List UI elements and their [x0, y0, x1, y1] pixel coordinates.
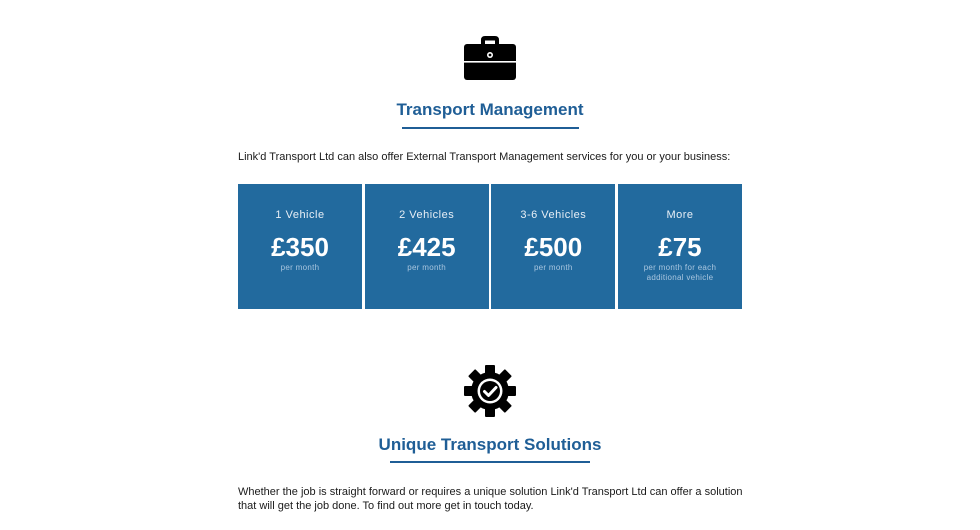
solutions-body-text: Whether the job is straight forward or requires a unique solution Link'd Transport Ltd can offer a solution that will get the job done. To find out more get in touch today.	[238, 486, 743, 512]
pricing-cards	[238, 184, 742, 309]
plan-price: £350	[271, 232, 329, 262]
price-card-2-vehicles[interactable]	[365, 184, 489, 309]
plan-note: per month	[280, 263, 320, 272]
plan-name: 2 Vehicles	[399, 209, 455, 221]
title-underline	[402, 127, 579, 129]
section-title-unique-solutions: Unique Transport Solutions	[378, 435, 602, 454]
section-title-transport-management: Transport Management	[396, 100, 584, 119]
price-card-1-vehicle[interactable]	[238, 184, 362, 309]
plan-name: 3-6 Vehicles	[520, 209, 587, 221]
price-card-more[interactable]	[618, 184, 742, 309]
plan-note: per month	[533, 263, 573, 272]
title-underline	[390, 461, 590, 463]
plan-note: per month	[407, 263, 447, 272]
plan-name: More	[666, 209, 694, 221]
plan-name: 1 Vehicle	[275, 209, 325, 221]
briefcase-icon	[463, 35, 517, 81]
price-card-3-6-vehicles[interactable]	[491, 184, 615, 309]
plan-note: per month for each additional vehicle	[643, 263, 717, 282]
gear-check-icon	[463, 364, 517, 418]
intro-text: Link'd Transport Ltd can also offer External Transport Management services for you or your business:	[238, 151, 731, 163]
plan-price: £425	[397, 232, 456, 262]
plan-price: £75	[658, 232, 702, 262]
plan-price: £500	[524, 232, 583, 262]
